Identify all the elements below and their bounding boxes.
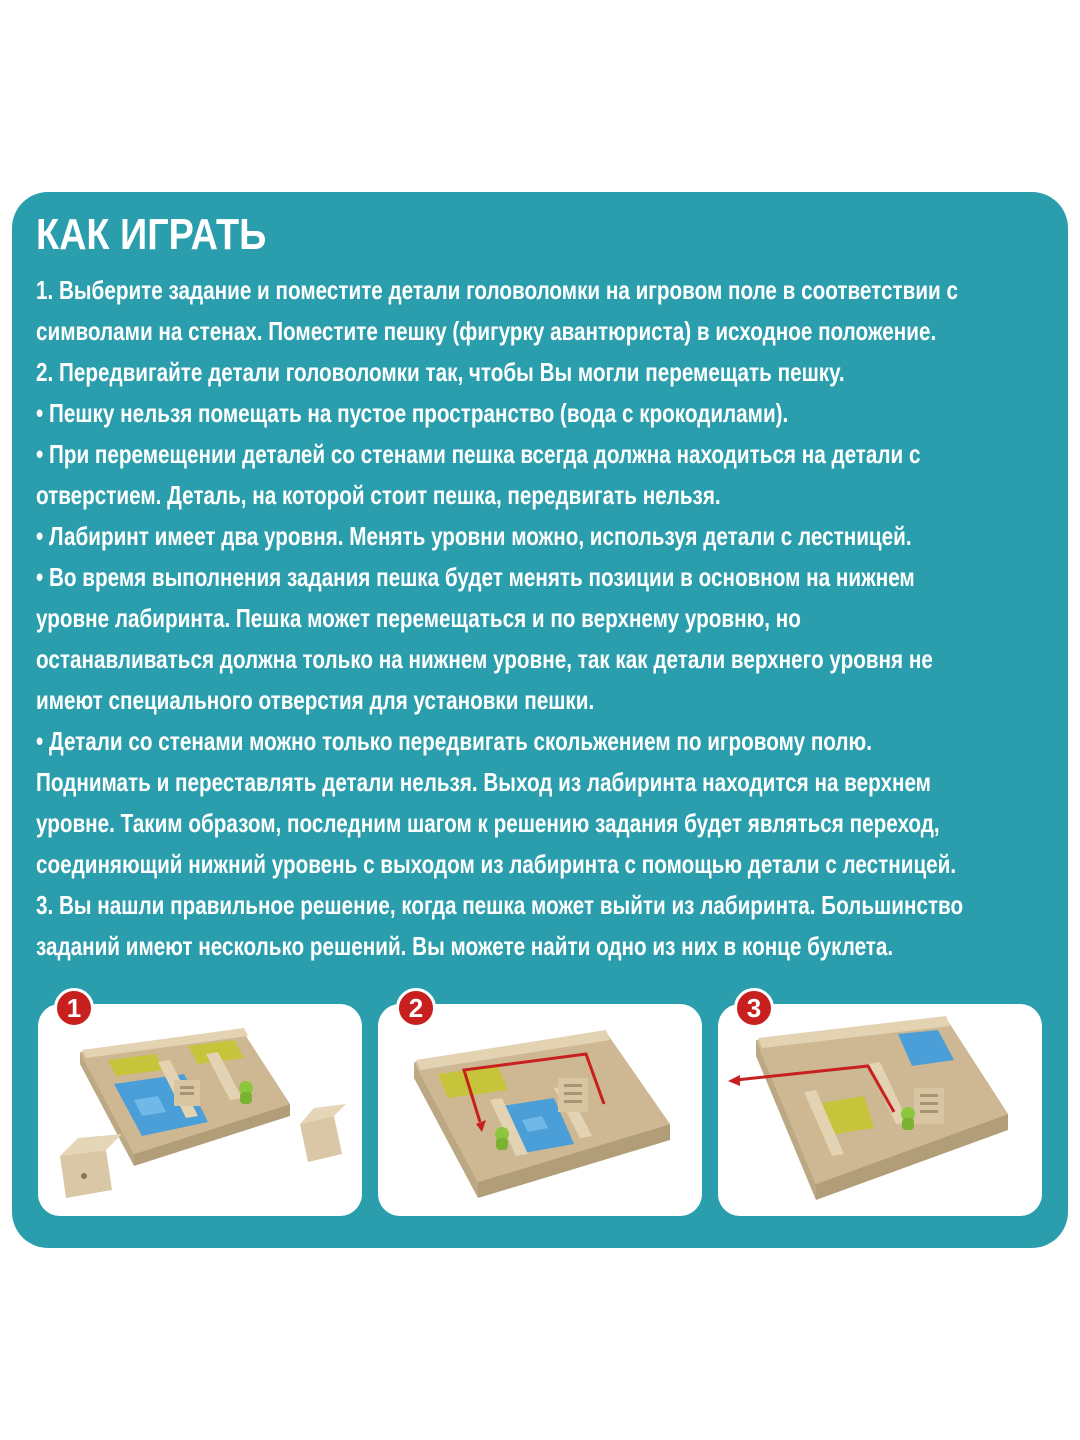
instruction-line: уровне. Таким образом, последним шагом к решению задания будет являться переход,: [36, 808, 940, 838]
step-2-image: [378, 1004, 702, 1216]
instructions-text: [36, 270, 1080, 967]
maze-board-illustration: [38, 1004, 362, 1216]
instruction-line: • Детали со стенами можно только передвигать скольжением по игровому полю.: [36, 726, 872, 756]
instruction-line: • Лабиринт имеет два уровня. Менять уровни можно, используя детали с лестницей.: [36, 521, 912, 551]
instruction-line: • При перемещении деталей со стенами пешка всегда должна находиться на детали с: [36, 439, 921, 469]
instruction-line: 2. Передвигайте детали головоломки так, чтобы Вы могли перемещать пешку.: [36, 357, 845, 387]
instruction-line: • Пешку нельзя помещать на пустое пространство (вода с крокодилами).: [36, 398, 789, 428]
instruction-line: символами на стенах. Поместите пешку (фигурку авантюриста) в исходное положение.: [36, 316, 937, 346]
instruction-line: 1. Выберите задание и поместите детали головоломки на игровом поле в соответствии с: [36, 275, 958, 305]
instruction-line: • Во время выполнения задания пешка будет менять позиции в основном на нижнем: [36, 562, 915, 592]
step-3-image: [718, 1004, 1042, 1216]
step-3-badge: 3: [734, 988, 774, 1028]
instruction-line: соединяющий нижний уровень с выходом из лабиринта с помощью детали с лестницей.: [36, 849, 957, 879]
maze-board-illustration: [378, 1004, 702, 1216]
page-title: КАК ИГРАТЬ: [36, 210, 267, 259]
instruction-line: отверстием. Деталь, на которой стоит пешка, передвигать нельзя.: [36, 480, 721, 510]
instruction-line: имеют специального отверстия для установки пешки.: [36, 685, 595, 715]
step-1-badge: 1: [54, 988, 94, 1028]
step-1-image: [38, 1004, 362, 1216]
maze-board-illustration: [718, 1004, 1042, 1216]
instruction-line: останавливаться должна только на нижнем уровне, так как детали верхнего уровня не: [36, 644, 933, 674]
instruction-line: уровне лабиринта. Пешка может перемещаться и по верхнему уровню, но: [36, 603, 801, 633]
instruction-line: заданий имеют несколько решений. Вы можете найти одно из них в конце буклета.: [36, 931, 894, 961]
step-2-badge: 2: [396, 988, 436, 1028]
instruction-line: 3. Вы нашли правильное решение, когда пешка может выйти из лабиринта. Большинство: [36, 890, 964, 920]
instruction-line: Поднимать и переставлять детали нельзя. Выход из лабиринта находится на верхнем: [36, 767, 931, 797]
